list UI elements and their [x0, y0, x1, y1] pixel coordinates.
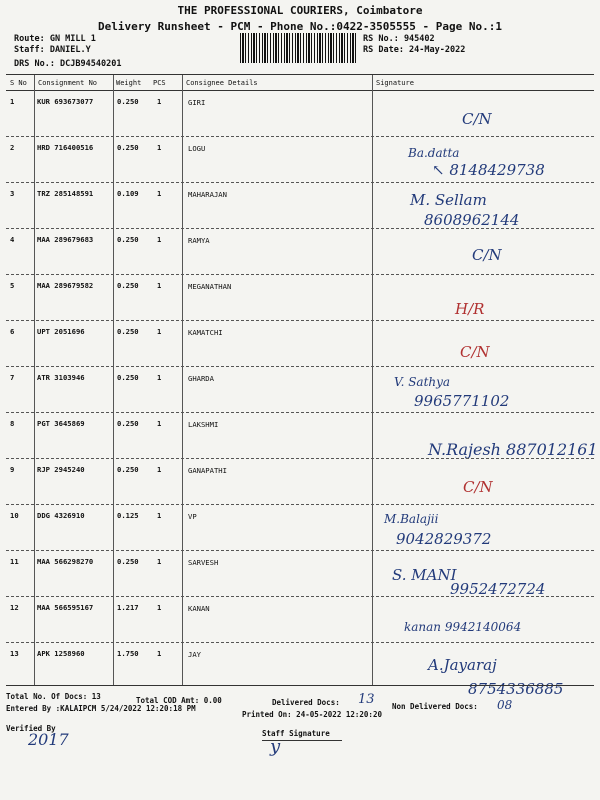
route-label: Route: GN MILL 1 — [14, 34, 96, 44]
column-header-weight: Weight — [116, 79, 142, 87]
row-consignment: UPT 2051696 — [37, 327, 85, 336]
row-weight: 0.250 — [117, 465, 139, 474]
row-sno: 7 — [10, 373, 15, 382]
entered-by: Entered By :KALAIPCM 5/24/2022 12:20:18 PM — [6, 704, 196, 713]
row-sno: 4 — [10, 235, 15, 244]
row-separator — [6, 458, 594, 459]
row-pcs: 1 — [157, 327, 162, 336]
rs-date: RS Date: 24-May-2022 — [363, 45, 466, 55]
row-weight: 0.250 — [117, 373, 139, 382]
table-bottom-rule — [6, 685, 594, 686]
row-weight: 0.250 — [117, 419, 139, 428]
row-pcs: 1 — [157, 97, 162, 106]
row-sno: 10 — [10, 511, 19, 520]
row-consignment: MAA 566595167 — [37, 603, 94, 612]
staff-label: Staff: DANIEL.Y — [14, 45, 91, 55]
row-weight: 0.250 — [117, 97, 139, 106]
row-sno: 9 — [10, 465, 15, 474]
column-divider — [34, 75, 35, 685]
row-pcs: 1 — [157, 373, 162, 382]
row-separator — [6, 366, 594, 367]
signature-note: M. Sellam — [410, 191, 487, 209]
row-weight: 0.250 — [117, 327, 139, 336]
signature-note: C/N — [472, 246, 502, 264]
signature-note: M.Balajii — [384, 512, 439, 526]
row-sno: 2 — [10, 143, 15, 152]
signature-note: C/N — [462, 110, 492, 128]
row-separator — [6, 550, 594, 551]
row-sno: 13 — [10, 649, 19, 658]
row-consignee: GHARDA — [188, 374, 214, 383]
row-pcs: 1 — [157, 143, 162, 152]
row-consignment: MAA 289679683 — [37, 235, 94, 244]
runsheet-subtitle: Delivery Runsheet - PCM - Phone No.:0422-3505555 - Page No.:1 — [98, 20, 502, 33]
signature-note: V. Sathya — [394, 375, 451, 389]
signature-note: ↖ 8148429738 — [432, 161, 545, 179]
signature-note: Ba.datta — [408, 146, 460, 160]
drs-number: DRS No.: DCJB94540201 — [14, 59, 122, 69]
row-weight: 0.250 — [117, 281, 139, 290]
column-header-pcs: PCS — [153, 79, 166, 87]
printed-on: Printed On: 24-05-2022 12:20:20 — [242, 710, 382, 719]
row-sno: 1 — [10, 97, 15, 106]
row-sno: 12 — [10, 603, 19, 612]
row-pcs: 1 — [157, 189, 162, 198]
row-separator — [6, 504, 594, 505]
row-consignment: KUR 693673077 — [37, 97, 94, 106]
row-weight: 1.750 — [117, 649, 139, 658]
row-consignment: MAA 566298270 — [37, 557, 94, 566]
row-separator — [6, 412, 594, 413]
staff-signature-label: Staff Signature — [262, 729, 330, 738]
row-pcs: 1 — [157, 557, 162, 566]
row-separator — [6, 136, 594, 137]
row-consignee: VP — [188, 512, 197, 521]
row-consignee: GANAPATHI — [188, 466, 227, 475]
signature-note: A.Jayaraj — [428, 656, 497, 674]
signature-note: C/N — [463, 478, 493, 496]
row-sno: 8 — [10, 419, 15, 428]
row-consignee: JAY — [188, 650, 201, 659]
column-header-consignee: Consignee Details — [186, 79, 258, 87]
row-sno: 3 — [10, 189, 15, 198]
row-consignment: RJP 2945240 — [37, 465, 85, 474]
row-consignee: KANAN — [188, 604, 210, 613]
delivered-docs-label: Delivered Docs: — [272, 698, 340, 707]
table-top-rule — [6, 74, 594, 75]
row-weight: 0.125 — [117, 511, 139, 520]
row-consignee: LOGU — [188, 144, 206, 153]
row-separator — [6, 642, 594, 643]
row-weight: 0.250 — [117, 235, 139, 244]
row-sno: 11 — [10, 557, 19, 566]
signature-note: 8608962144 — [424, 211, 520, 229]
row-weight: 0.109 — [117, 189, 139, 198]
signature-note: N.Rajesh 887012161 — [428, 440, 598, 459]
row-separator — [6, 320, 594, 321]
staff-signature-mark: y — [270, 736, 281, 757]
signature-note: 9965771102 — [414, 392, 510, 410]
column-divider — [372, 75, 373, 685]
row-pcs: 1 — [157, 511, 162, 520]
column-header-sno: S No — [10, 79, 27, 87]
row-sno: 6 — [10, 327, 15, 336]
rs-number: RS No.: 945402 — [363, 34, 435, 44]
column-header-signature: Signature — [376, 79, 414, 87]
column-divider — [182, 75, 183, 685]
row-consignment: APK 1258960 — [37, 649, 85, 658]
verified-by-label: Verified By — [6, 724, 56, 733]
row-sno: 5 — [10, 281, 15, 290]
row-separator — [6, 182, 594, 183]
row-pcs: 1 — [157, 649, 162, 658]
row-consignment: HRD 716400516 — [37, 143, 94, 152]
row-separator — [6, 596, 594, 597]
row-consignee: MEGANATHAN — [188, 282, 232, 291]
row-weight: 1.217 — [117, 603, 139, 612]
row-consignee: KAMATCHI — [188, 328, 223, 337]
verified-by-signature: 2017 — [28, 730, 69, 749]
signature-note: H/R — [455, 300, 485, 318]
total-docs: Total No. Of Docs: 13 — [6, 692, 101, 701]
row-consignee: SARVESH — [188, 558, 219, 567]
row-consignment: DDG 4326910 — [37, 511, 85, 520]
table-header-rule — [6, 90, 594, 91]
signature-note: 9042829372 — [396, 530, 492, 548]
company-title: THE PROFESSIONAL COURIERS, Coimbatore — [177, 4, 423, 17]
column-divider — [113, 75, 114, 685]
row-consignment: TRZ 285148591 — [37, 189, 94, 198]
row-pcs: 1 — [157, 465, 162, 474]
row-separator — [6, 228, 594, 229]
row-weight: 0.250 — [117, 143, 139, 152]
column-header-consignment: Consignment No — [38, 79, 98, 87]
row-consignee: LAKSHMI — [188, 420, 219, 429]
row-consignee: GIRI — [188, 98, 206, 107]
signature-note: C/N — [460, 343, 490, 361]
signature-note: 9952472724 — [450, 580, 546, 598]
signature-note: kanan 9942140064 — [404, 620, 522, 634]
row-consignment: MAA 289679582 — [37, 281, 94, 290]
row-pcs: 1 — [157, 603, 162, 612]
row-pcs: 1 — [157, 235, 162, 244]
row-pcs: 1 — [157, 281, 162, 290]
signature-note: 8754336885 — [468, 680, 564, 698]
row-consignment: PGT 3645869 — [37, 419, 85, 428]
row-consignee: RAMYA — [188, 236, 210, 245]
row-separator — [6, 274, 594, 275]
row-consignment: ATR 3103946 — [37, 373, 85, 382]
non-delivered-docs-label: Non Delivered Docs: — [392, 702, 478, 711]
row-consignee: MAHARAJAN — [188, 190, 227, 199]
row-weight: 0.250 — [117, 557, 139, 566]
total-cod-amount: Total COD Amt: 0.00 — [136, 696, 222, 705]
signature-note: S. MANI — [392, 566, 457, 584]
delivered-docs-value: 13 — [358, 692, 375, 707]
barcode-image — [240, 33, 356, 63]
non-delivered-docs-value: 08 — [497, 698, 513, 712]
row-pcs: 1 — [157, 419, 162, 428]
